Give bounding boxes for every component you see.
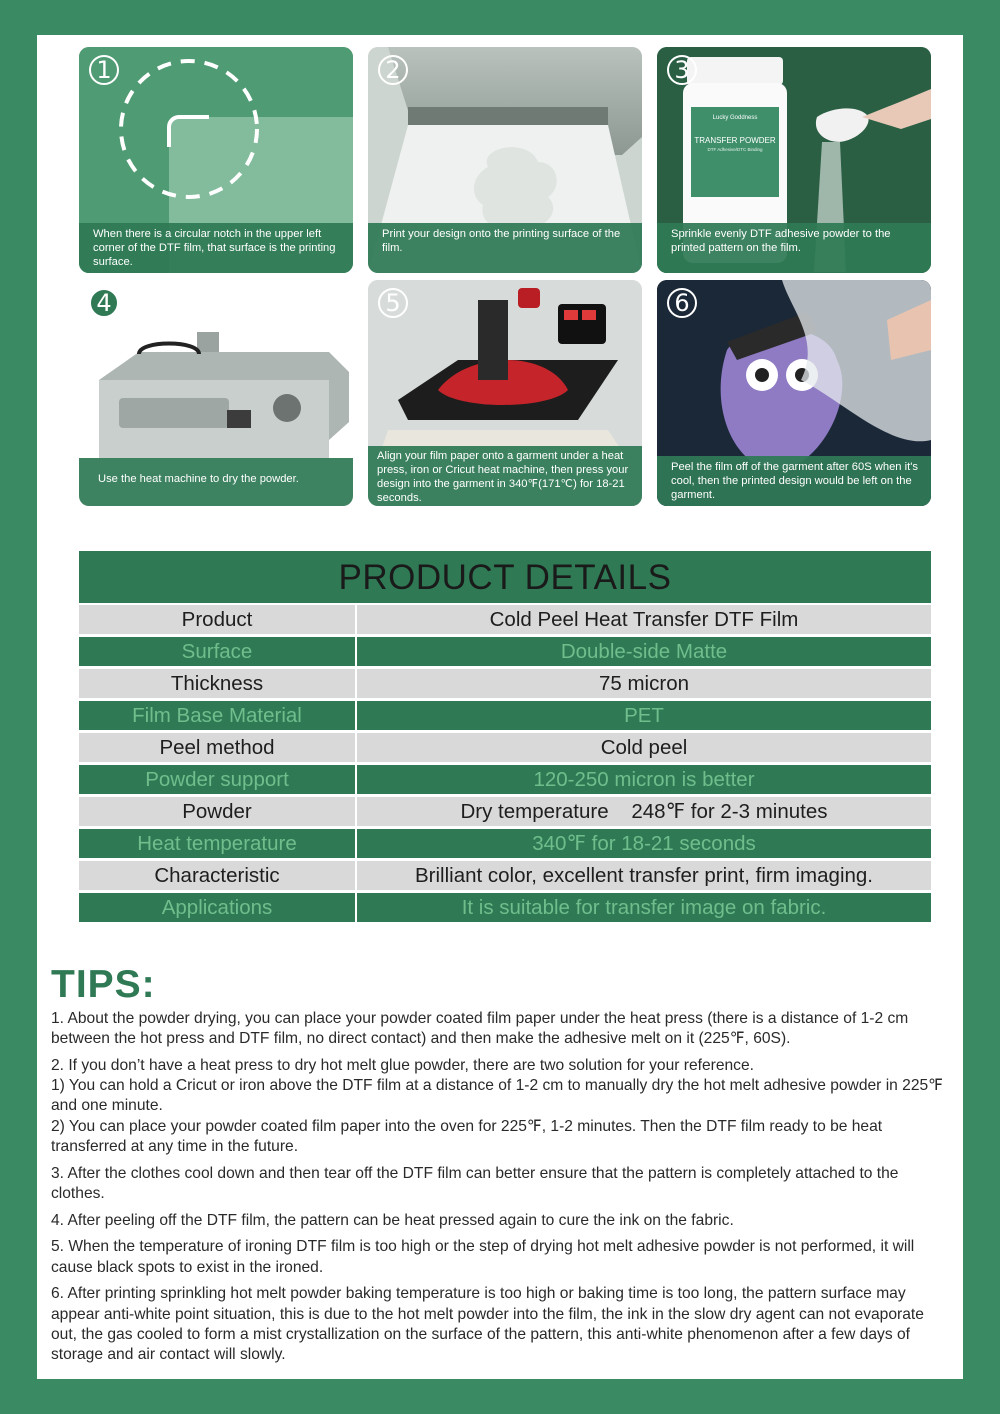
details-value: Brilliant color, excellent transfer print, firm imaging. xyxy=(357,861,931,890)
tip-item: 1) You can hold a Cricut or iron above the DTF film at a distance of 1-2 cm to manually dry the hot melt adhesive powder in 225℉ and one minute. xyxy=(51,1077,944,1115)
step-caption-2: Print your design onto the printing surface of the film. xyxy=(368,223,642,273)
step-number-1: 1 xyxy=(89,55,119,85)
details-value: 340℉ for 18-21 seconds xyxy=(357,829,931,858)
details-value: Dry temperature 248℉ for 2-3 minutes xyxy=(357,797,931,826)
tips-section xyxy=(51,963,953,1372)
details-grid xyxy=(79,602,931,925)
details-value: Cold Peel Heat Transfer DTF Film xyxy=(357,605,931,634)
steps-grid xyxy=(79,47,931,507)
details-row-thickness xyxy=(79,669,931,698)
details-label: Product xyxy=(79,605,357,634)
step-number-5: 5 xyxy=(378,288,408,318)
details-value: Cold peel xyxy=(357,733,931,762)
step-card-3 xyxy=(657,47,931,273)
step-caption-6: Peel the film off of the garment after 60S when it's cool, then the printed design would be left on the garment. xyxy=(657,456,931,506)
details-value: It is suitable for transfer image on fabric. xyxy=(357,893,931,922)
details-value: Double-side Matte xyxy=(357,637,931,666)
step-number-2: 2 xyxy=(378,55,408,85)
details-value: 120-250 micron is better xyxy=(357,765,931,794)
details-label: Surface xyxy=(79,637,357,666)
details-value: PET xyxy=(357,701,931,730)
tip-item: 5. When the temperature of ironing DTF film is too high or the step of drying hot melt adhesive powder is not performed, it will cause black spots to exist in the ironed. xyxy=(51,1238,915,1276)
jar-brand-label: Lucky Goddness xyxy=(712,115,758,121)
step-number-3: 3 xyxy=(667,55,697,85)
details-value: 75 micron xyxy=(357,669,931,698)
tip-item: 3. After the clothes cool down and then tear off the DTF film can better ensure that the pattern is completely attached to the clothes. xyxy=(51,1164,899,1202)
details-label: Peel method xyxy=(79,733,357,762)
details-row-powder-support xyxy=(79,765,931,794)
step-caption-3: Sprinkle evenly DTF adhesive powder to the printed pattern on the film. xyxy=(657,223,931,273)
details-row-powder xyxy=(79,797,931,826)
product-details-table xyxy=(79,551,931,925)
details-row-applications xyxy=(79,893,931,922)
details-row-product xyxy=(79,605,931,634)
product-sheet xyxy=(37,35,963,1379)
step-card-2 xyxy=(368,47,642,273)
step-card-1 xyxy=(79,47,353,273)
tip-item: 2. If you don’t have a heat press to dry hot melt glue powder, there are two solution for your reference. xyxy=(51,1057,754,1074)
tips-title: TIPS: xyxy=(51,963,156,1006)
details-label: Applications xyxy=(79,893,357,922)
jar-title-label: TRANSFER POWDER xyxy=(694,136,776,145)
step-number-6: 6 xyxy=(667,288,697,318)
details-row-surface xyxy=(79,637,931,666)
details-label: Film Base Material xyxy=(79,701,357,730)
tip-item: 1. About the powder drying, you can place your powder coated film paper under the heat press (there is a distance of 1-2 cm between the hot press and DTF film, no direct contact) and then make the adhesive melt on it (225℉, 60S). xyxy=(51,1010,909,1048)
step-card-4 xyxy=(79,280,353,506)
details-label: Thickness xyxy=(79,669,357,698)
tip-item: 4. After peeling off the DTF film, the pattern can be heat pressed again to cure the ink on the fabric. xyxy=(51,1211,734,1229)
details-label: Characteristic xyxy=(79,861,357,890)
details-row-heat-temperature xyxy=(79,829,931,858)
details-row-characteristic xyxy=(79,861,931,890)
details-label: Powder support xyxy=(79,765,357,794)
step-card-5 xyxy=(368,280,642,506)
step-caption-4: Use the heat machine to dry the powder. xyxy=(79,458,353,506)
step-card-6 xyxy=(657,280,931,506)
details-label: Powder xyxy=(79,797,357,826)
details-row-film-base-material xyxy=(79,701,931,730)
tip-item: 6. After printing sprinkling hot melt powder baking temperature is too high or baking time is too long, the pattern surface may appear anti-white point situation, this is due to the hot melt powder into the film, the ink in the slow dry agent can not evaporate out, the gas cooled to form a mist crystallization on the surface of the pattern, this anti-white phenomenon after a few days of storage and air contact will slowly. xyxy=(51,1285,924,1364)
step-number-4: 4 xyxy=(89,288,119,318)
details-row-peel-method xyxy=(79,733,931,762)
jar-subtitle-label: DTF Adhesive/DTC Binding xyxy=(707,147,763,152)
product-details-title: PRODUCT DETAILS xyxy=(79,551,931,603)
tip-item: 2) You can place your powder coated film paper into the oven for 225℉, 1-2 minutes. Then the DTF film ready to be heat transferred at any time in the future. xyxy=(51,1117,883,1155)
step-caption-5: Align your film paper onto a garment under a heat press, iron or Cricut heat machine, then press your design into the garment in 340℉(171℃) for 18-21 seconds. xyxy=(368,446,642,506)
details-label: Heat temperature xyxy=(79,829,357,858)
step-caption-1: When there is a circular notch in the upper left corner of the DTF film, that surface is the printing surface. xyxy=(79,223,353,273)
